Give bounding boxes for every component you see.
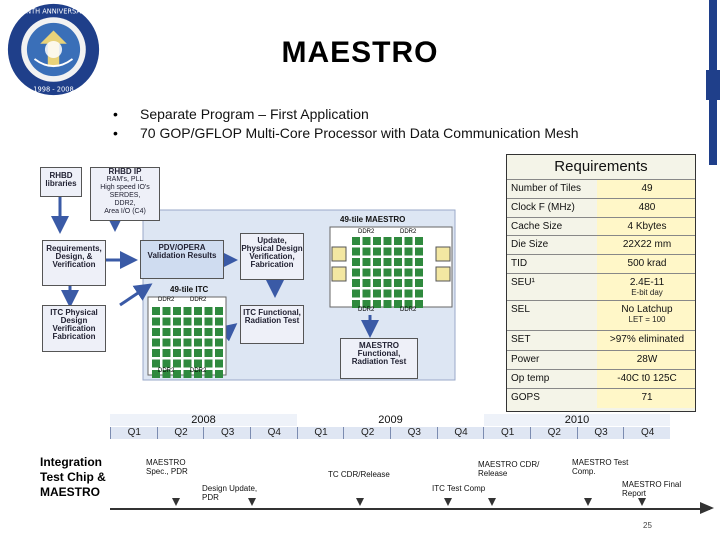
milestone-triangle-icon [172, 498, 180, 506]
chip-tile [415, 290, 423, 298]
chip-tile [205, 328, 213, 336]
chip-tile [194, 349, 202, 357]
chip-tile [384, 237, 392, 245]
bullet-marker: • [113, 125, 118, 141]
chip-tile [184, 360, 192, 368]
rhbd-ip-line: RAM's, PLL [106, 176, 144, 183]
ddr2-label: DDR2 [190, 297, 207, 303]
chip-tile [352, 279, 360, 287]
chip-tile [215, 328, 223, 336]
chip-tile [184, 328, 192, 336]
chip-tile [173, 360, 181, 368]
chip-tile [352, 269, 360, 277]
chip-tile [215, 370, 223, 378]
chip-tile [373, 258, 381, 266]
requirement-value: 500 krad [627, 258, 667, 269]
chip-tile [415, 248, 423, 256]
svg-text:TENTH ANNIVERSARY: TENTH ANNIVERSARY [17, 7, 90, 16]
requirement-label: Number of Tiles [511, 183, 582, 194]
chip-tile [194, 307, 202, 315]
chip-tile [152, 360, 160, 368]
chip-tile [415, 269, 423, 277]
milestone-label: MAESTRO Final Report [622, 480, 682, 498]
requirement-label: Clock F (MHz) [511, 202, 575, 213]
chip-tile [415, 258, 423, 266]
chip-tile [152, 318, 160, 326]
itc-physical-design-box: ITC Physical Design Verification Fabrication [42, 305, 106, 352]
chip-tile [405, 269, 413, 277]
chip-tile [352, 248, 360, 256]
chip-tile [173, 318, 181, 326]
chip-tile [163, 318, 171, 326]
quarter-cell: Q1 [483, 427, 531, 439]
rhbd-ip-line: SERDES, [109, 192, 141, 199]
design-flow-diagram [40, 165, 460, 410]
chip-tile [373, 269, 381, 277]
chip-tile [352, 258, 360, 266]
integration-row-label: Integration Test Chip & MAESTRO [40, 455, 106, 499]
milestone-triangle-icon [248, 498, 256, 506]
bullet-1: Separate Program – First Application [140, 106, 369, 122]
requirement-value: No Latchup [621, 304, 673, 315]
chip-tile [194, 360, 202, 368]
itc-functional-test-box: ITC Functional, Radiation Test [240, 305, 304, 344]
svg-text:1998 - 2008: 1998 - 2008 [33, 85, 74, 94]
milestone-label: Design Update, PDR [202, 484, 258, 502]
chip-tile [363, 258, 371, 266]
requirement-label: Op temp [511, 373, 550, 384]
chip-tile [394, 279, 402, 287]
requirement-row [507, 330, 695, 351]
quarter-cell: Q4 [437, 427, 485, 439]
requirement-value: 71 [641, 392, 653, 403]
chip-tile [394, 269, 402, 277]
milestone-triangle-icon [488, 498, 496, 506]
quarter-cell: Q2 [157, 427, 205, 439]
requirement-row [507, 235, 695, 255]
ddr2-label: DDR2 [190, 368, 207, 374]
chip-tile [163, 339, 171, 347]
quarter-cell: Q3 [203, 427, 251, 439]
milestone-triangle-icon [444, 498, 452, 506]
chip-tile [173, 307, 181, 315]
chip-tile [384, 269, 392, 277]
requirement-row [507, 350, 695, 370]
ddr2-label: DDR2 [358, 229, 375, 235]
chip-tile [215, 307, 223, 315]
milestone-triangle-icon [356, 498, 364, 506]
requirement-row [507, 198, 695, 218]
chip-tile [415, 237, 423, 245]
requirement-value: 22X22 mm [622, 239, 672, 250]
requirement-row [507, 300, 695, 331]
chip-tile [405, 279, 413, 287]
quarter-cell: Q2 [343, 427, 391, 439]
chip-tile [205, 349, 213, 357]
maestro-49-label: 49-tile MAESTRO [340, 215, 406, 224]
chip-tile [363, 237, 371, 245]
chip-tile [405, 248, 413, 256]
requirement-row [507, 273, 695, 301]
requirements-design-box: Requirements, Design, & Verification [42, 240, 106, 286]
chip-tile [363, 290, 371, 298]
chip-tile [373, 290, 381, 298]
requirement-value: 49 [641, 183, 653, 194]
chip-tile [405, 290, 413, 298]
bullet-marker: • [113, 106, 118, 122]
quarter-cell: Q2 [530, 427, 578, 439]
pdv-opera-box: PDV/OPERA Validation Results [140, 240, 224, 279]
chip-tile [184, 349, 192, 357]
requirement-row [507, 388, 695, 408]
requirement-subvalue: LET = 100 [628, 315, 666, 324]
bullet-2: 70 GOP/GFLOP Multi-Core Processor with Data Communication Mesh [140, 125, 579, 141]
milestone-triangle-icon [584, 498, 592, 506]
requirements-title: Requirements [554, 158, 648, 175]
update-design-box: Update, Physical Design Verification, Fabrication [240, 233, 304, 280]
requirement-label: Cache Size [511, 221, 563, 232]
chip-tile [184, 339, 192, 347]
requirement-row [507, 179, 695, 199]
requirements-table [506, 154, 696, 412]
rhbd-ip-line: High speed IO's [100, 184, 150, 191]
chip-tile [405, 258, 413, 266]
milestone-label: MAESTRO CDR/ Release [478, 460, 540, 478]
chip-tile [194, 339, 202, 347]
itc-49-label: 49-tile ITC [170, 285, 209, 294]
chip-tile [163, 360, 171, 368]
milestone-label: TC CDR/Release [328, 470, 390, 479]
year-2008: 2008 [110, 414, 297, 426]
requirement-row [507, 254, 695, 274]
timeline-axis [110, 508, 710, 510]
rhbd-libraries-label: RHBD libraries [45, 171, 77, 188]
year-2010: 2010 [484, 414, 670, 426]
milestone-triangle-icon [638, 498, 646, 506]
chip-tile [152, 349, 160, 357]
chip-tile [215, 360, 223, 368]
ddr2-label: DDR2 [358, 307, 375, 313]
quarter-cell: Q1 [297, 427, 345, 439]
chip-tile [363, 279, 371, 287]
decorative-side-bar [706, 0, 720, 165]
ddr2-label: DDR2 [400, 229, 417, 235]
ddr2-label: DDR2 [158, 368, 175, 374]
chip-tile [384, 258, 392, 266]
requirement-row [507, 217, 695, 236]
page-number: 25 [643, 521, 652, 530]
requirement-value: 4 Kbytes [627, 221, 667, 232]
chip-tile [373, 248, 381, 256]
slide-title: MAESTRO [281, 36, 439, 69]
chip-tile [152, 307, 160, 315]
requirement-label: SEL [511, 304, 530, 315]
chip-tile [163, 349, 171, 357]
chip-tile [163, 307, 171, 315]
chip-tile [384, 290, 392, 298]
requirement-value: >97% eliminated [609, 334, 685, 345]
chip-tile [173, 339, 181, 347]
requirement-label: SEU¹ [511, 277, 535, 288]
rhbd-ip-box [90, 167, 160, 221]
quarter-cell: Q1 [110, 427, 158, 439]
chip-tile [394, 258, 402, 266]
chip-tile [384, 300, 392, 308]
rhbd-ip-line: DDR2, [114, 200, 136, 207]
chip-tile [173, 349, 181, 357]
chip-tile [363, 269, 371, 277]
chip-tile [373, 279, 381, 287]
chip-tile [352, 290, 360, 298]
requirement-label: GOPS [511, 392, 540, 403]
quarter-cell: Q3 [390, 427, 438, 439]
chip-tile [205, 307, 213, 315]
chip-tile [384, 248, 392, 256]
chip-tile [152, 328, 160, 336]
chip-tile [394, 248, 402, 256]
ddr2-label: DDR2 [158, 297, 175, 303]
rhbd-ip-line: Area I/O (C4) [104, 208, 146, 215]
requirement-subvalue: E-bit day [631, 288, 663, 297]
requirement-value: 480 [638, 202, 656, 213]
chip-tile [394, 290, 402, 298]
chip-tile [352, 237, 360, 245]
requirement-label: TID [511, 258, 528, 269]
chip-tile [384, 279, 392, 287]
ddr2-label: DDR2 [400, 307, 417, 313]
chip-tile [205, 360, 213, 368]
chip-tile [152, 339, 160, 347]
requirement-value: -40C t0 125C [617, 373, 677, 384]
chip-tile [194, 318, 202, 326]
quarter-cell: Q4 [623, 427, 671, 439]
chip-tile [415, 279, 423, 287]
quarter-row [110, 427, 670, 439]
chip-tile [205, 339, 213, 347]
requirement-value: 28W [636, 354, 658, 365]
chip-tile [215, 318, 223, 326]
chip-tile [373, 237, 381, 245]
chip-tile [194, 328, 202, 336]
rhbd-ip-title: RHBD IP [108, 167, 142, 176]
chip-tile [163, 328, 171, 336]
chip-tile [215, 349, 223, 357]
quarter-cell: Q3 [577, 427, 625, 439]
milestone-label: MAESTRO Test Comp. [572, 458, 629, 476]
program-timeline [110, 414, 682, 514]
chip-tile [205, 318, 213, 326]
quarter-cell: Q4 [250, 427, 298, 439]
rhbd-libraries-box [40, 167, 82, 197]
chip-tile [184, 307, 192, 315]
timeline-arrow-icon [700, 502, 714, 514]
milestone-label: MAESTRO Spec., PDR [146, 458, 188, 476]
requirement-value: 2.4E-11 [629, 277, 665, 288]
year-2009: 2009 [378, 414, 403, 426]
requirement-row [507, 369, 695, 389]
maestro-functional-test-box: MAESTRO Functional, Radiation Test [340, 338, 418, 379]
requirement-label: Die Size [511, 239, 549, 250]
chip-tile [184, 318, 192, 326]
chip-tile [394, 237, 402, 245]
chip-tile [173, 328, 181, 336]
milestone-label: ITC Test Comp [432, 484, 486, 493]
chip-tile [363, 248, 371, 256]
requirement-label: SET [511, 334, 531, 345]
chip-tile [405, 237, 413, 245]
requirement-label: Power [511, 354, 540, 365]
chip-tile [215, 339, 223, 347]
